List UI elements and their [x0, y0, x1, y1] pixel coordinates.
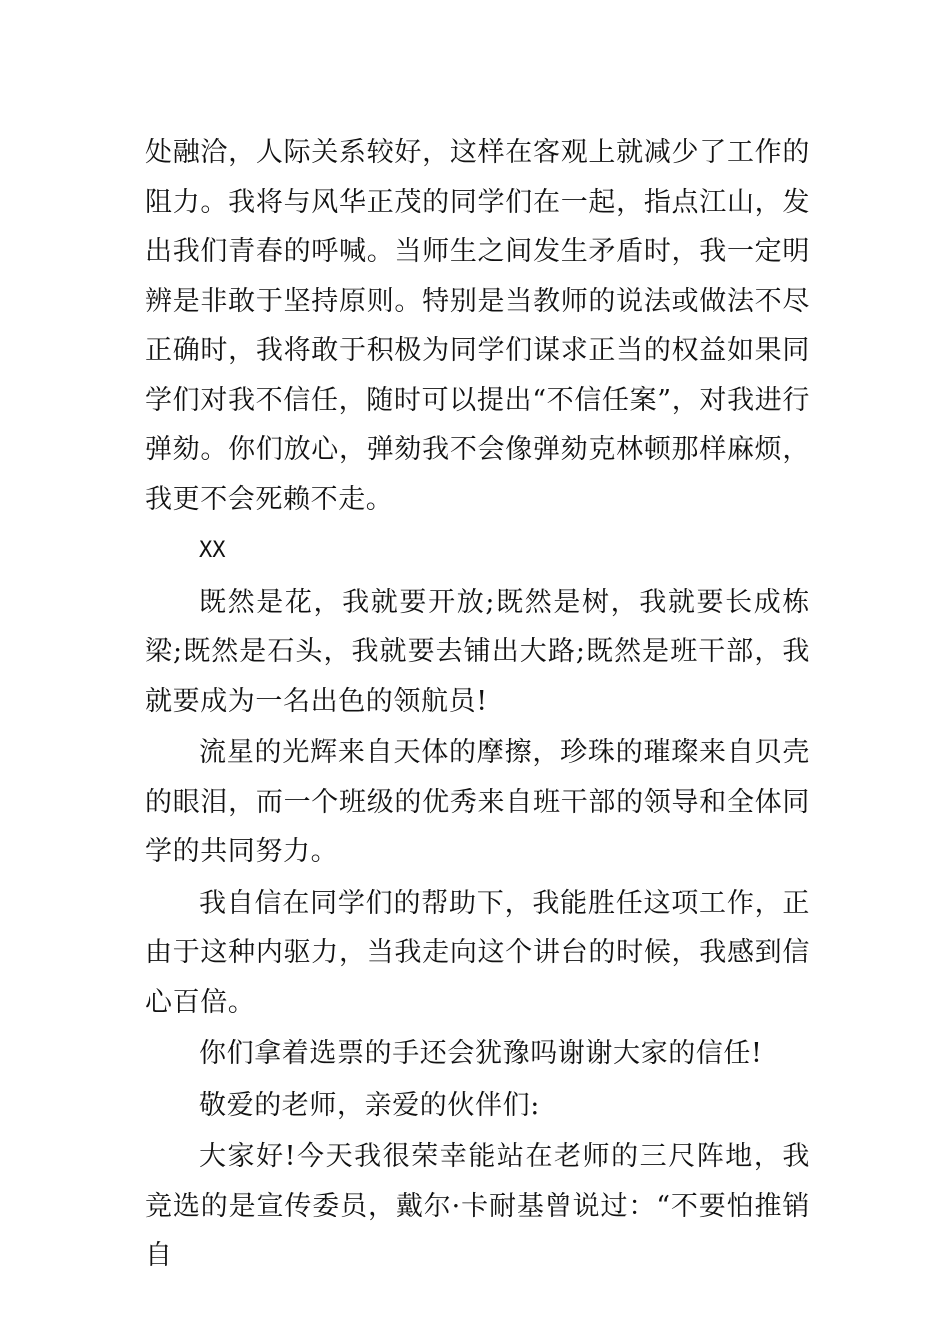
document-body [145, 128, 810, 1281]
paragraph-5: 我自信在同学们的帮助下，我能胜任这项工作，正由于这种内驱力，当我走向这个讲台的时候，我感到信心百倍。 [145, 887, 810, 1018]
paragraph-7: 敬爱的老师，亲爱的伙伴们: [199, 1089, 540, 1121]
paragraph-3: 既然是花，我就要开放;既然是树，我就要长成栋梁;既然是石头，我就要去铺出大路;既然是班干部，我就要成为一名出色的领航员! [145, 586, 810, 717]
paragraph-1: 处融洽，人际关系较好，这样在客观上就减少了工作的阻力。我将与风华正茂的同学们在一起，指点江山，发出我们青春的呼喊。当师生之间发生矛盾时，我一定明辨是非敢于坚持原则。特别是当教师的说法或做法不尽正确时，我将敢于积极为同学们谋求正当的权益如果同学们对我不信任，随时可以提出“不信任案”，对我进行弹劾。你们放心，弹劾我不会像弹劾克林顿那样麻烦，我更不会死赖不走。 [145, 137, 810, 515]
paragraph-8: 大家好!今天我很荣幸能站在老师的三尺阵地，我竞选的是宣传委员，戴尔·卡耐基曾说过：“不要怕推销自 [145, 1141, 810, 1271]
paragraph-2: XX [199, 538, 226, 563]
paragraph-6: 你们拿着选票的手还会犹豫吗谢谢大家的信任! [199, 1038, 763, 1069]
paragraph-4: 流星的光辉来自天体的摩擦，珍珠的璀璨来自贝壳的眼泪，而一个班级的优秀来自班干部的领导和全体同学的共同努力。 [145, 737, 810, 867]
